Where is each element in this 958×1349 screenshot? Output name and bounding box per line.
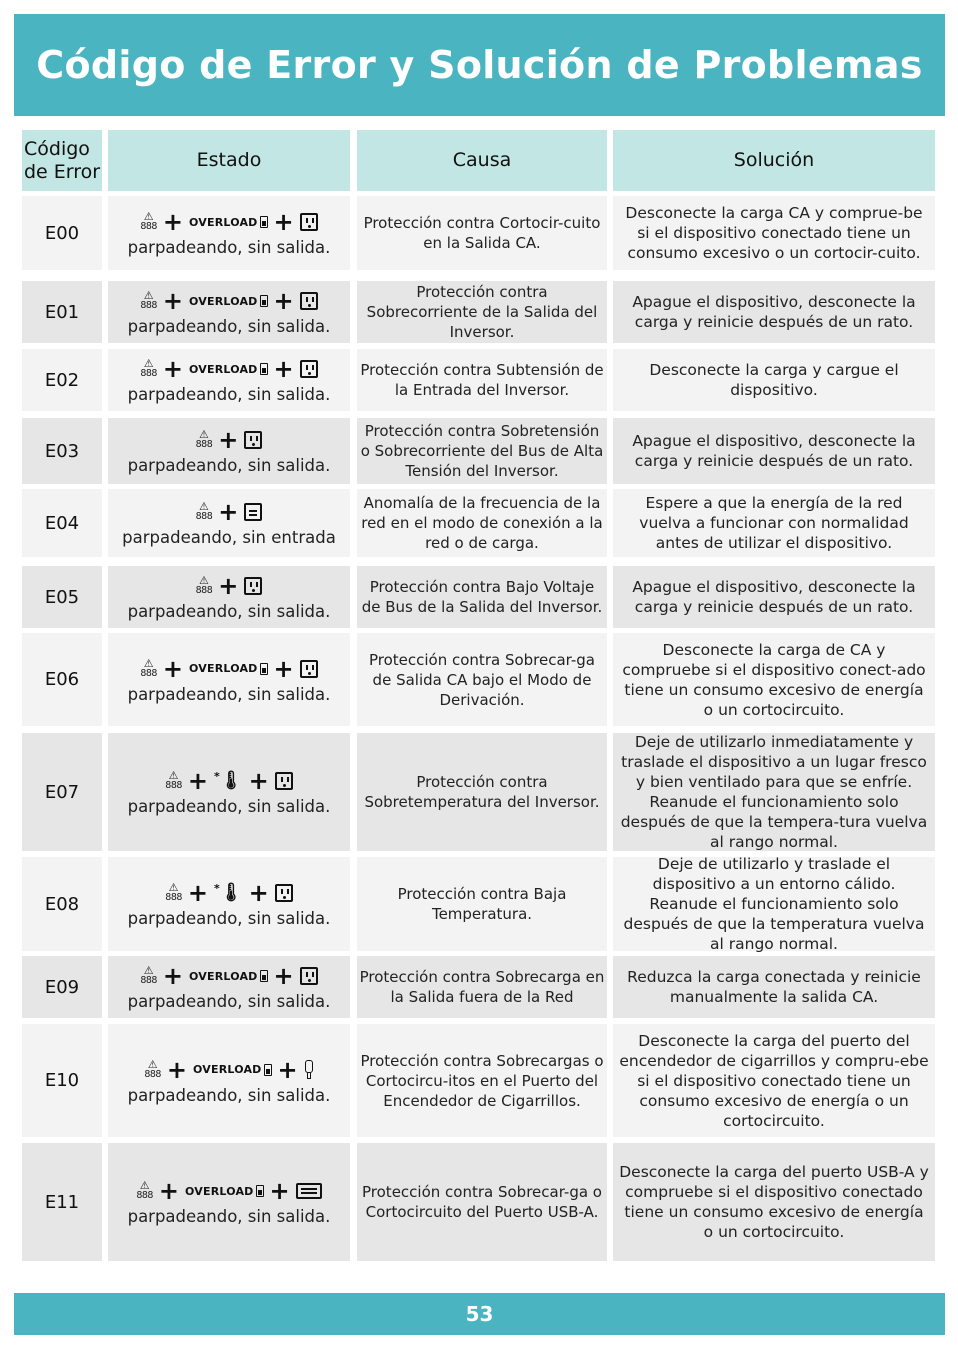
plus-icon: + xyxy=(187,879,208,907)
ac-outlet-icon xyxy=(300,660,318,678)
table-row xyxy=(0,1024,958,1137)
table-row xyxy=(0,418,958,484)
status-cell xyxy=(108,489,350,557)
ac-outlet-icon xyxy=(244,577,262,595)
status-icons xyxy=(136,1176,321,1206)
battery-icon xyxy=(260,363,268,375)
ac-outlet-icon xyxy=(244,431,262,449)
grid-input-icon xyxy=(244,503,262,521)
cause-cell: Anomalía de la frecuencia de la red en el modo de conexión a la red o de carga. xyxy=(357,489,607,557)
plus-icon: + xyxy=(273,355,294,383)
status-icons xyxy=(165,766,292,796)
status-text: parpadeando, sin salida. xyxy=(127,992,331,1011)
plus-icon: + xyxy=(273,208,294,236)
page-title: Código de Error y Solución de Problemas xyxy=(36,43,923,87)
battery-icon xyxy=(256,1185,264,1197)
warning-display-icon: ⚠ 888 xyxy=(165,881,182,903)
status-icons xyxy=(144,1055,313,1085)
overload-icon: OVERLOAD xyxy=(189,970,267,983)
plus-icon: + xyxy=(277,1055,298,1084)
error-code: E08 xyxy=(22,857,102,951)
error-code: E11 xyxy=(22,1143,102,1261)
warning-display-icon: ⚠ 888 xyxy=(140,289,157,311)
error-code: E05 xyxy=(22,566,102,628)
status-text: parpadeando, sin salida. xyxy=(127,684,331,704)
solution-cell: Apague el dispositivo, desconecte la carga y reinicie después de un rato. xyxy=(613,566,935,628)
table-row xyxy=(0,733,958,851)
cause-cell: Protección contra Sobretemperatura del Inversor. xyxy=(357,733,607,851)
solution-cell: Apague el dispositivo, desconecte la carga y reinicie después de un rato. xyxy=(613,281,935,343)
status-cell xyxy=(108,1024,350,1137)
solution-cell: Desconecte la carga CA y comprue-be si el dispositivo conectado tiene un consumo excesivo o un cortocir-cuito. xyxy=(613,196,935,270)
ac-outlet-icon xyxy=(300,213,318,231)
table-row xyxy=(0,566,958,628)
solution-cell: Espere a que la energía de la red vuelva a funcionar con normalidad antes de utilizar el dispositivo. xyxy=(613,489,935,557)
status-text: parpadeando, sin salida. xyxy=(127,385,331,404)
plus-icon: + xyxy=(162,208,184,236)
status-icons xyxy=(196,571,263,601)
cause-cell: Protección contra Cortocir-cuito en la Salida CA. xyxy=(357,196,607,270)
cigarette-lighter-icon xyxy=(304,1060,314,1080)
error-code: E06 xyxy=(22,633,102,726)
status-text: parpadeando, sin salida. xyxy=(127,797,331,816)
warning-display-icon: ⚠ 888 xyxy=(195,574,213,596)
plus-icon: + xyxy=(273,962,294,990)
status-text: parpadeando, sin salida. xyxy=(127,317,331,336)
battery-icon xyxy=(264,1064,272,1076)
status-icons xyxy=(165,878,292,908)
overload-icon: OVERLOAD xyxy=(189,295,267,308)
table-row xyxy=(0,281,958,343)
plus-icon: + xyxy=(273,287,294,315)
battery-icon xyxy=(260,216,268,228)
ac-outlet-icon xyxy=(300,292,318,310)
plus-icon: + xyxy=(187,767,208,795)
header-cause: Causa xyxy=(357,130,607,191)
status-cell xyxy=(108,418,350,484)
status-cell xyxy=(108,196,350,270)
status-icons xyxy=(196,497,263,527)
cause-cell: Protección contra Sobrecar-ga o Cortocircuito del Puerto USB-A. xyxy=(357,1143,607,1261)
title-banner xyxy=(14,14,945,116)
solution-cell: Desconecte la carga del puerto del encendedor de cigarrillos y compru-ebe si el dispositivo conectado tiene un consumo excesivo de energía o un cortocircuito. xyxy=(613,1024,935,1137)
overload-icon: OVERLOAD xyxy=(189,662,267,675)
status-text: parpadeando, sin salida. xyxy=(127,456,331,475)
solution-cell: Desconecte la carga del puerto USB-A y compruebe si el dispositivo conectado tiene un consumo excesivo de energía o un cortocircuito. xyxy=(613,1143,935,1261)
warning-display-icon: ⚠ 888 xyxy=(136,1179,153,1201)
plus-icon: + xyxy=(273,654,294,683)
cause-cell: Protección contra Sobrecarga en la Salida fuera de la Red xyxy=(357,956,607,1018)
cause-cell: Protección contra Bajo Voltaje de Bus de la Salida del Inversor. xyxy=(357,566,607,628)
status-cell xyxy=(108,349,350,411)
warning-display-icon: ⚠ 888 xyxy=(144,1057,161,1080)
warning-display-icon: ⚠ 888 xyxy=(140,210,157,232)
status-text: parpadeando, sin salida. xyxy=(127,1085,331,1105)
status-icons xyxy=(140,654,317,684)
plus-icon: + xyxy=(162,962,184,990)
status-cell xyxy=(108,1143,350,1261)
plus-icon: + xyxy=(158,1177,180,1205)
warning-display-icon: ⚠ 888 xyxy=(195,428,213,450)
battery-icon xyxy=(260,295,268,307)
solution-cell: Desconecte la carga y cargue el dispositivo. xyxy=(613,349,935,411)
thermometer-icon: * 🌡 xyxy=(213,770,243,791)
cause-cell: Protección contra Sobretensión o Sobrecorriente del Bus de Alta Tensión del Inversor. xyxy=(357,418,607,484)
status-icons xyxy=(140,354,317,384)
overload-icon: OVERLOAD xyxy=(189,216,267,229)
plus-icon: + xyxy=(269,1177,290,1205)
header-solution: Solución xyxy=(613,130,935,191)
status-icons xyxy=(140,961,317,991)
warning-display-icon: ⚠ 888 xyxy=(165,769,182,791)
status-text: parpadeando, sin salida. xyxy=(127,602,331,621)
table-row xyxy=(0,349,958,411)
table-row xyxy=(0,1143,958,1261)
plus-icon: + xyxy=(162,355,184,383)
ac-outlet-icon xyxy=(275,884,293,902)
solution-cell: Deje de utilizarlo y traslade el dispositivo a un entorno cálido. Reanude el funcionamiento solo después de que la temperatura vuelva al rango normal. xyxy=(613,857,935,951)
cause-cell: Protección contra Subtensión de la Entrada del Inversor. xyxy=(357,349,607,411)
status-icons xyxy=(140,286,317,316)
status-icons xyxy=(140,207,317,237)
table-row xyxy=(0,633,958,726)
cause-cell: Protección contra Baja Temperatura. xyxy=(357,857,607,951)
status-cell xyxy=(108,633,350,726)
error-code: E09 xyxy=(22,956,102,1018)
plus-icon: + xyxy=(218,572,239,600)
overload-icon: OVERLOAD xyxy=(189,363,267,376)
cause-cell: Protección contra Sobrecargas o Cortocircu-itos en el Puerto del Encendedor de Cigarrillos. xyxy=(357,1024,607,1137)
cause-cell: Protección contra Sobrecar-ga de Salida CA bajo el Modo de Derivación. xyxy=(357,633,607,726)
status-cell xyxy=(108,733,350,851)
status-text: parpadeando, sin salida. xyxy=(127,1207,331,1226)
table-row xyxy=(0,956,958,1018)
page-number: 53 xyxy=(465,1302,494,1326)
thermometer-icon: * 🌡 xyxy=(213,882,243,903)
error-code: E01 xyxy=(22,281,102,343)
plus-icon: + xyxy=(248,767,269,795)
plus-icon: + xyxy=(166,1055,188,1084)
usb-port-icon xyxy=(296,1183,322,1199)
header-code: Código de Error xyxy=(22,130,102,191)
status-text: parpadeando, sin salida. xyxy=(127,909,331,928)
page-footer xyxy=(14,1293,945,1335)
table-row xyxy=(0,196,958,270)
status-cell xyxy=(108,956,350,1018)
solution-cell: Deje de utilizarlo inmediatamente y traslade el dispositivo a un lugar fresco y bien ventilado para que se enfríe. Reanude el funcionamiento solo después de que la tempera-tura vuelva al rango normal. xyxy=(613,733,935,851)
error-code: E02 xyxy=(22,349,102,411)
warning-display-icon: ⚠ 888 xyxy=(140,964,157,986)
table-row xyxy=(0,489,958,557)
error-code: E03 xyxy=(22,418,102,484)
status-cell xyxy=(108,281,350,343)
battery-icon xyxy=(260,663,268,675)
solution-cell: Desconecte la carga de CA y compruebe si el dispositivo conect-ado tiene un consumo excesivo de energía o un cortocircuito. xyxy=(613,633,935,726)
ac-outlet-icon xyxy=(300,967,318,985)
error-code: E10 xyxy=(22,1024,102,1137)
table-header xyxy=(0,130,958,191)
status-text: parpadeando, sin salida. xyxy=(127,238,331,257)
warning-display-icon: ⚠ 888 xyxy=(195,500,213,522)
cause-cell: Protección contra Sobrecorriente de la Salida del Inversor. xyxy=(357,281,607,343)
status-icons xyxy=(196,425,263,455)
status-text: parpadeando, sin entrada xyxy=(122,528,336,547)
battery-icon xyxy=(260,970,268,982)
status-cell xyxy=(108,857,350,951)
ac-outlet-icon xyxy=(275,772,293,790)
solution-cell: Apague el dispositivo, desconecte la carga y reinicie después de un rato. xyxy=(613,418,935,484)
plus-icon: + xyxy=(218,426,239,454)
error-code: E07 xyxy=(22,733,102,851)
ac-outlet-icon xyxy=(300,360,318,378)
warning-display-icon: ⚠ 888 xyxy=(140,357,157,379)
solution-cell: Reduzca la carga conectada y reinicie manualmente la salida CA. xyxy=(613,956,935,1018)
plus-icon: + xyxy=(162,287,184,315)
status-cell xyxy=(108,566,350,628)
overload-icon: OVERLOAD xyxy=(185,1185,263,1198)
warning-display-icon: ⚠ 888 xyxy=(140,656,157,679)
plus-icon: + xyxy=(162,654,184,683)
error-code: E00 xyxy=(22,196,102,270)
table-row xyxy=(0,857,958,951)
plus-icon: + xyxy=(218,498,239,526)
overload-icon: OVERLOAD xyxy=(193,1063,271,1076)
header-status: Estado xyxy=(108,130,350,191)
plus-icon: + xyxy=(248,879,269,907)
error-code: E04 xyxy=(22,489,102,557)
